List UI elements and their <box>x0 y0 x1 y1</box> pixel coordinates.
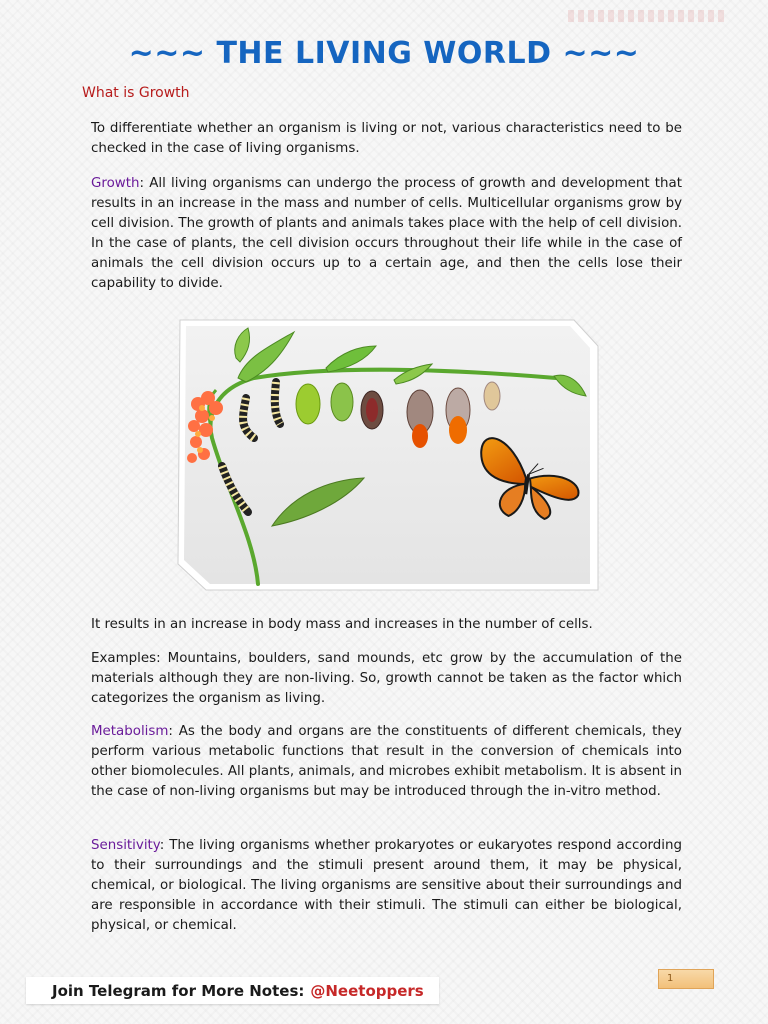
watermark <box>568 10 728 22</box>
sensitivity-term: Sensitivity <box>91 838 160 853</box>
page-title: ~~~ THE LIVING WORLD ~~~ <box>128 36 640 71</box>
metabolism-term: Metabolism <box>91 724 169 739</box>
telegram-label: Join Telegram for More Notes: <box>52 981 305 1000</box>
result-paragraph: It results in an increase in body mass and increases in the number of cells. <box>91 617 593 632</box>
section-heading: What is Growth <box>82 85 190 101</box>
intro-paragraph: To differentiate whether an organism is living or not, various characteristics need to be checked in the case of living organisms. <box>91 121 682 156</box>
growth-term: Growth <box>91 176 140 191</box>
butterfly-life-cycle-figure <box>176 318 600 592</box>
telegram-handle[interactable]: @Neetoppers <box>310 981 424 1000</box>
metabolism-body: : As the body and organs are the constituents of different chemicals, they perform various metabolic functions that result in the conversion of chemicals into other biomolecules. All plants, animals, and microbes exhibit metabolism. It is absent in the case of non-living organisms but may be introduced through the in-vitro method. <box>91 724 682 799</box>
sensitivity-paragraph <box>91 836 682 936</box>
growth-body: : All living organisms can undergo the process of growth and development that results in an increase in the mass and number of cells. Multicellular organisms grow by cell division. The growth of plants and animals takes place with the help of cell division. In the case of plants, the cell division occurs throughout their life while in the case of animals the cell division occurs up to a certain age, and then the cells lose their capability to divide. <box>91 176 682 291</box>
telegram-banner[interactable] <box>26 977 439 1004</box>
growth-paragraph <box>91 174 682 294</box>
page-number: 1 <box>658 969 714 989</box>
metabolism-paragraph <box>91 722 682 802</box>
examples-paragraph: Examples: Mountains, boulders, sand mounds, etc grow by the accumulation of the materials although they are non-living. So, growth cannot be taken as the factor which categorizes the organism as living. <box>91 651 682 706</box>
sensitivity-body: : The living organisms whether prokaryotes or eukaryotes respond according to their surroundings and the stimuli present around them, it may be physical, chemical, or biological. The living organisms are sensitive about their surroundings and are responsible in accordance with their stimuli. The stimuli can either be biological, physical, or chemical. <box>91 838 682 933</box>
